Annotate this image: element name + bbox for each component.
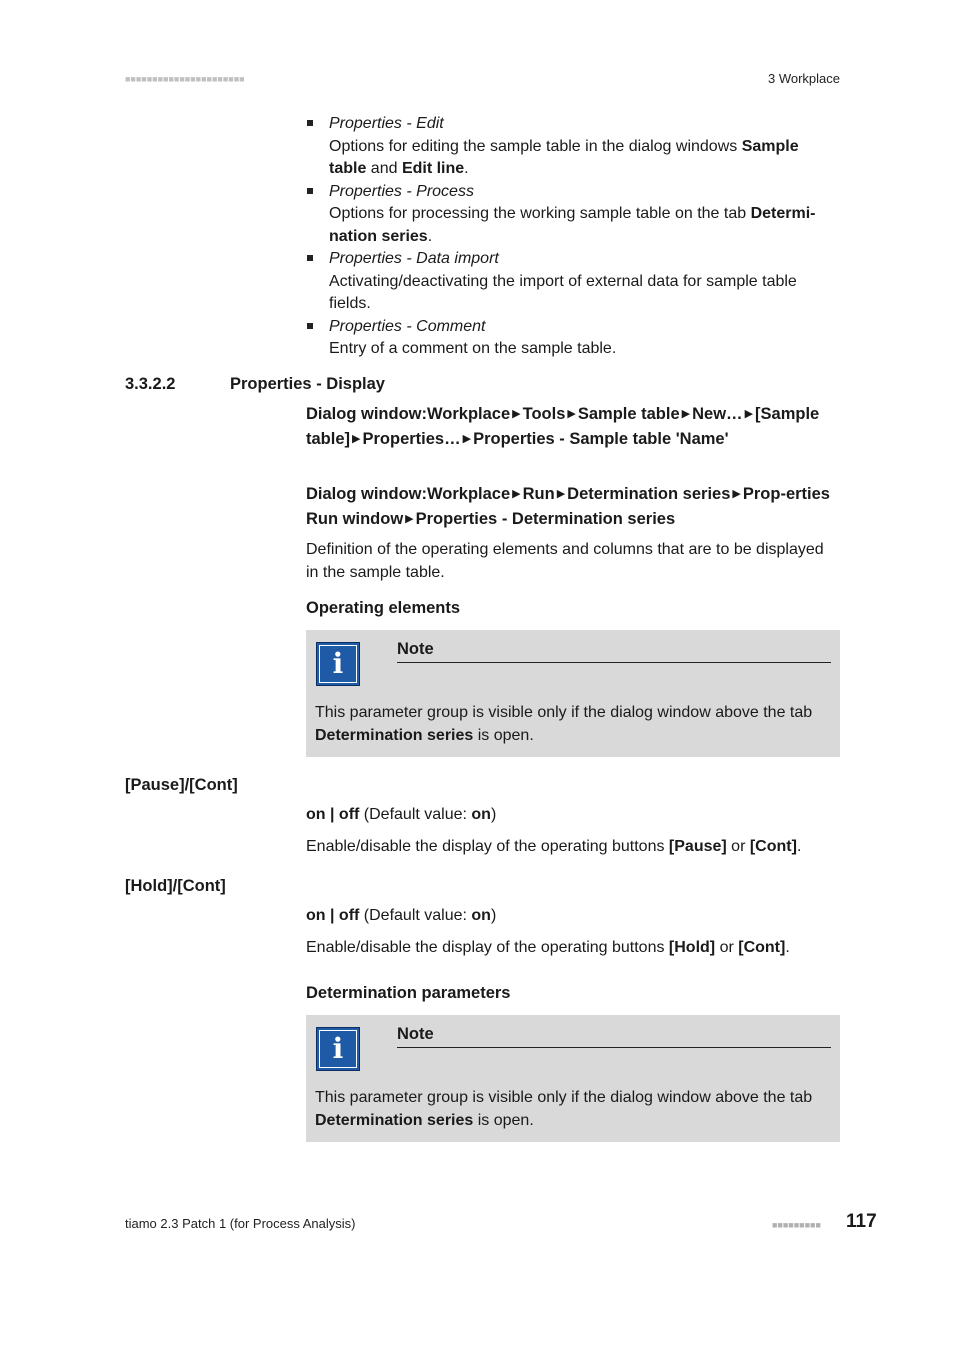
operating-elements-heading: Operating elements xyxy=(306,599,461,617)
list-item-bold: Sample table xyxy=(329,137,799,177)
param-desc-button: [Cont] xyxy=(749,838,797,855)
determination-parameters-heading: Determination parameters xyxy=(306,984,511,1002)
page-number: 117 xyxy=(846,1211,877,1232)
chapter-title: 3 Workplace xyxy=(767,71,840,86)
arrow-icon: ▶ xyxy=(405,513,414,525)
note-text-part: is open. xyxy=(473,1111,534,1129)
param-values-options: on | off xyxy=(306,806,360,823)
param-values-options: on | off xyxy=(306,907,360,924)
note-text xyxy=(315,702,833,747)
path-segment: Properties… xyxy=(362,430,461,448)
param-name-hold-cont: [Hold]/[Cont] xyxy=(125,877,226,895)
param-description xyxy=(306,936,840,959)
param-description xyxy=(306,835,840,858)
param-desc-button: [Hold] xyxy=(668,939,716,956)
param-default-label: (Default value: xyxy=(359,907,472,924)
note-text xyxy=(315,1087,833,1132)
note-box xyxy=(306,1015,840,1142)
bullet-icon xyxy=(307,120,313,126)
note-box xyxy=(306,630,840,757)
arrow-icon: ▶ xyxy=(556,488,566,500)
param-default-value: on xyxy=(471,806,491,823)
param-desc-text: or xyxy=(715,939,739,956)
path-segment: Run xyxy=(522,485,555,503)
header-decoration: ■■■■■■■■■■■■■■■■■■■■■■ xyxy=(125,74,245,84)
bullet-icon xyxy=(307,188,313,194)
path-segment: Properties - Determination series xyxy=(415,510,676,528)
path-segment: Dialog window:Workplace xyxy=(306,405,511,423)
property-list xyxy=(306,113,840,361)
bullet-icon xyxy=(307,323,313,329)
list-item-text: Options for editing the sample table in the dialog windows xyxy=(329,137,742,155)
arrow-icon: ▶ xyxy=(462,433,472,445)
list-item xyxy=(306,316,840,361)
param-desc-text: Enable/disable the display of the operating buttons xyxy=(306,838,669,855)
path-segment: Properties - Sample table 'Name' xyxy=(473,430,729,448)
footer-decoration: ■■■■■■■■■ xyxy=(772,1220,821,1230)
list-item-text: . xyxy=(464,160,469,177)
param-desc-text: . xyxy=(796,838,802,855)
param-desc-button: [Pause] xyxy=(668,838,727,855)
path-segment: Sample table xyxy=(577,405,680,423)
param-close: ) xyxy=(490,907,497,924)
section-number: 3.3.2.2 xyxy=(125,375,176,393)
navigation-path-1 xyxy=(306,403,840,453)
note-text-part: This parameter group is visible only if the dialog window above the tab xyxy=(315,1089,813,1106)
bullet-icon xyxy=(307,255,313,261)
param-name-pause-cont: [Pause]/[Cont] xyxy=(125,776,238,794)
list-item-text: Activating/deactivating the import of external data for sample table fields. xyxy=(329,272,797,312)
param-close: ) xyxy=(490,806,497,823)
list-item-text: Options for processing the working sample table on the tab xyxy=(329,205,751,222)
list-item-text: and xyxy=(366,160,402,177)
path-segment: Tools xyxy=(522,405,566,423)
list-item-text: Entry of a comment on the sample table. xyxy=(329,340,617,357)
param-desc-text: Enable/disable the display of the operating buttons xyxy=(306,939,669,956)
list-item-title: Properties - Comment xyxy=(329,317,486,335)
definition-text: Definition of the operating elements and columns that are to be displayed in the sample table. xyxy=(306,541,824,581)
note-text-bold: Determination series xyxy=(315,1111,474,1129)
list-item-text: . xyxy=(427,227,433,245)
param-default-value: on xyxy=(471,907,491,924)
param-default-label: (Default value: xyxy=(359,806,472,823)
list-item-title: Properties - Process xyxy=(329,182,474,200)
arrow-icon: ▶ xyxy=(352,433,361,445)
footer-product: tiamo 2.3 Patch 1 (for Process Analysis) xyxy=(125,1216,356,1231)
param-desc-button: [Cont] xyxy=(738,939,786,956)
path-segment: Dialog window:Workplace xyxy=(306,485,511,503)
list-item-bold: Edit line xyxy=(401,160,465,177)
arrow-icon: ▶ xyxy=(512,408,521,420)
param-values xyxy=(306,904,840,927)
list-item-title: Properties - Edit xyxy=(329,115,444,132)
note-title: Note xyxy=(397,640,831,663)
note-text-part: is open. xyxy=(473,726,534,744)
note-title: Note xyxy=(397,1025,831,1048)
arrow-icon: ▶ xyxy=(732,488,741,500)
arrow-icon: ▶ xyxy=(681,408,691,420)
note-text-bold: Determination series xyxy=(315,726,474,744)
arrow-icon: ▶ xyxy=(567,408,576,420)
list-item-title: Properties - Data import xyxy=(329,250,499,267)
arrow-icon: ▶ xyxy=(744,408,754,420)
param-desc-text: or xyxy=(726,838,750,855)
info-icon xyxy=(316,1027,360,1071)
path-segment: New… xyxy=(692,405,743,423)
path-segment: Determination series xyxy=(567,485,731,503)
param-desc-text: . xyxy=(785,939,790,956)
info-icon xyxy=(316,642,360,686)
param-values xyxy=(306,803,840,826)
list-item xyxy=(306,181,840,249)
navigation-path-2 xyxy=(306,483,840,533)
path-segment: Prop-erties Run window xyxy=(306,485,830,528)
path-segment: [Sample table] xyxy=(306,405,820,448)
list-item xyxy=(306,113,840,181)
info-glyph: i xyxy=(332,1032,344,1065)
list-item xyxy=(306,248,840,316)
section-title: Properties - Display xyxy=(230,375,385,393)
list-item-bold: Determi-nation series xyxy=(329,205,816,245)
info-glyph: i xyxy=(332,647,344,680)
note-text-part: This parameter group is visible only if the dialog window above the tab xyxy=(315,704,813,721)
arrow-icon: ▶ xyxy=(512,488,521,500)
